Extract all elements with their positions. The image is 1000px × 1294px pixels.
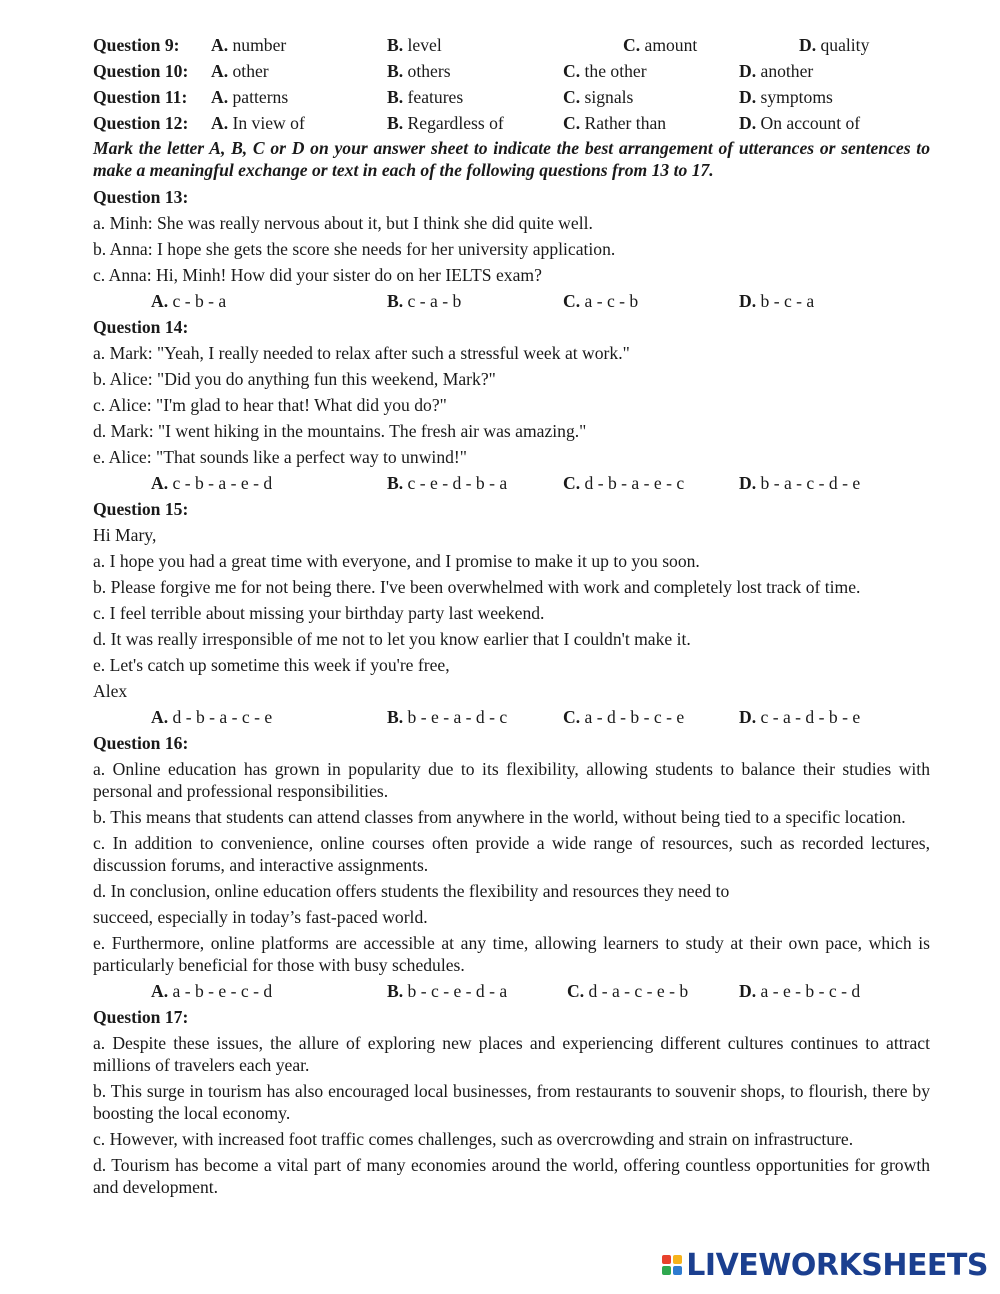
option-d[interactable]: D. a - e - b - c - d [739,981,861,1001]
liveworksheets-logo[interactable] [662,1247,988,1283]
option-b[interactable]: B. b - c - e - d - a [387,981,508,1001]
sentence-a: a. Online education has grown in popularity due to its flexibility, allowing students to balance their studies with personal and professional responsibilities. [93,759,930,801]
option-a[interactable]: A. In view of [211,113,305,133]
option-c[interactable]: C. amount [623,35,698,55]
option-c[interactable]: C. a - c - b [563,291,639,311]
sentence-d: d. Tourism has become a vital part of many economies around the world, offering countless opportunities for growth and development. [93,1155,930,1197]
letter-signoff: Alex [93,681,128,701]
utterance-b: b. Alice: "Did you do anything fun this weekend, Mark?" [93,369,496,389]
option-c[interactable]: C. d - b - a - e - c [563,473,685,493]
answer-row-q11 [93,84,930,110]
answer-grid [93,32,930,136]
utterance-d: d. Mark: "I went hiking in the mountains. The fresh air was amazing." [93,421,587,441]
section-instruction: Mark the letter A, B, C or D on your answer sheet to indicate the best arrangement of utterances or sentences to make a meaningful exchange or text in each of the following questions from 13 to 17. [93,138,930,180]
answer-options [93,288,930,314]
question-label: Question 12: [93,113,189,133]
option-d[interactable]: D. b - c - a [739,291,815,311]
option-c[interactable]: C. d - a - c - e - b [567,981,689,1001]
sentence-a: a. Despite these issues, the allure of exploring new places and experiencing different cultures continues to attract millions of travelers each year. [93,1033,930,1075]
sentence-c: c. I feel terrible about missing your birthday party last weekend. [93,603,545,623]
option-d[interactable]: D. b - a - c - d - e [739,473,861,493]
sentence-d: d. In conclusion, online education offers students the flexibility and resources they need to [93,881,730,901]
question-13 [93,184,930,314]
answer-options [93,470,930,496]
option-a[interactable]: A. a - b - e - c - d [151,981,273,1001]
sentence-b: b. This means that students can attend classes from anywhere in the world, without being tied to a specific location. [93,807,906,827]
utterance-b: b. Anna: I hope she gets the score she needs for her university application. [93,239,616,259]
option-b[interactable]: B. features [387,87,464,107]
question-16 [93,730,930,1004]
utterance-a: a. Mark: "Yeah, I really needed to relax after such a stressful week at work." [93,343,630,363]
option-b[interactable]: B. others [387,61,451,81]
sentence-e: e. Let's catch up sometime this week if you're free, [93,655,450,675]
answer-options [93,978,930,1004]
question-title: Question 17: [93,1007,189,1027]
question-title: Question 15: [93,499,189,519]
option-b[interactable]: B. Regardless of [387,113,504,133]
option-d[interactable]: D. symptoms [739,87,833,107]
sentence-b: b. This surge in tourism has also encouraged local businesses, from restaurants to souvenir shops, to flourish, there by boosting the local economy. [93,1081,930,1123]
question-title: Question 13: [93,187,189,207]
answer-row-q10 [93,58,930,84]
option-d[interactable]: D. quality [799,35,870,55]
question-17 [93,1004,930,1200]
question-title: Question 14: [93,317,189,337]
sentence-e: e. Furthermore, online platforms are accessible at any time, allowing learners to study at their own pace, which is particularly beneficial for those with busy schedules. [93,933,930,975]
option-a[interactable]: A. c - b - a [151,291,227,311]
sentence-a: a. I hope you had a great time with everyone, and I promise to make it up to you soon. [93,551,700,571]
logo-text: LIVEWORKSHEETS [686,1247,988,1283]
liveworksheets-logo-icon [662,1255,682,1275]
question-label: Question 11: [93,87,188,107]
option-b[interactable]: B. c - a - b [387,291,462,311]
question-14 [93,314,930,496]
sentence-c: c. However, with increased foot traffic comes challenges, such as overcrowding and strain on infrastructure. [93,1129,854,1149]
answer-row-q12 [93,110,930,136]
utterance-e: e. Alice: "That sounds like a perfect way to unwind!" [93,447,467,467]
utterance-c: c. Anna: Hi, Minh! How did your sister do on her IELTS exam? [93,265,542,285]
answer-options [93,704,930,730]
option-c[interactable]: C. Rather than [563,113,667,133]
option-a[interactable]: A. other [211,61,269,81]
option-a[interactable]: A. number [211,35,287,55]
answer-row-q9 [93,32,930,58]
option-b[interactable]: B. c - e - d - b - a [387,473,508,493]
option-a[interactable]: A. patterns [211,87,289,107]
question-label: Question 9: [93,35,180,55]
option-b[interactable]: B. level [387,35,442,55]
question-label: Question 10: [93,61,189,81]
utterance-a: a. Minh: She was really nervous about it, but I think she did quite well. [93,213,593,233]
sentence-b: b. Please forgive me for not being there. I've been overwhelmed with work and completely lost track of time. [93,577,861,597]
question-15 [93,496,930,730]
option-b[interactable]: B. b - e - a - d - c [387,707,508,727]
sentence-d-continued: succeed, especially in today’s fast-paced world. [93,907,428,927]
sentence-d: d. It was really irresponsible of me not to let you know earlier that I couldn't make it. [93,629,691,649]
option-c[interactable]: C. signals [563,87,634,107]
option-a[interactable]: A. c - b - a - e - d [151,473,273,493]
option-c[interactable]: C. a - d - b - c - e [563,707,685,727]
option-d[interactable]: D. another [739,61,814,81]
letter-greeting: Hi Mary, [93,525,157,545]
question-title: Question 16: [93,733,189,753]
sentence-c: c. In addition to convenience, online courses often provide a wide range of resources, such as recorded lectures, discussion forums, and interactive assignments. [93,833,930,875]
utterance-c: c. Alice: "I'm glad to hear that! What did you do?" [93,395,447,415]
option-d[interactable]: D. c - a - d - b - e [739,707,861,727]
option-c[interactable]: C. the other [563,61,647,81]
worksheet-page [93,32,930,1200]
option-a[interactable]: A. d - b - a - c - e [151,707,273,727]
option-d[interactable]: D. On account of [739,113,861,133]
